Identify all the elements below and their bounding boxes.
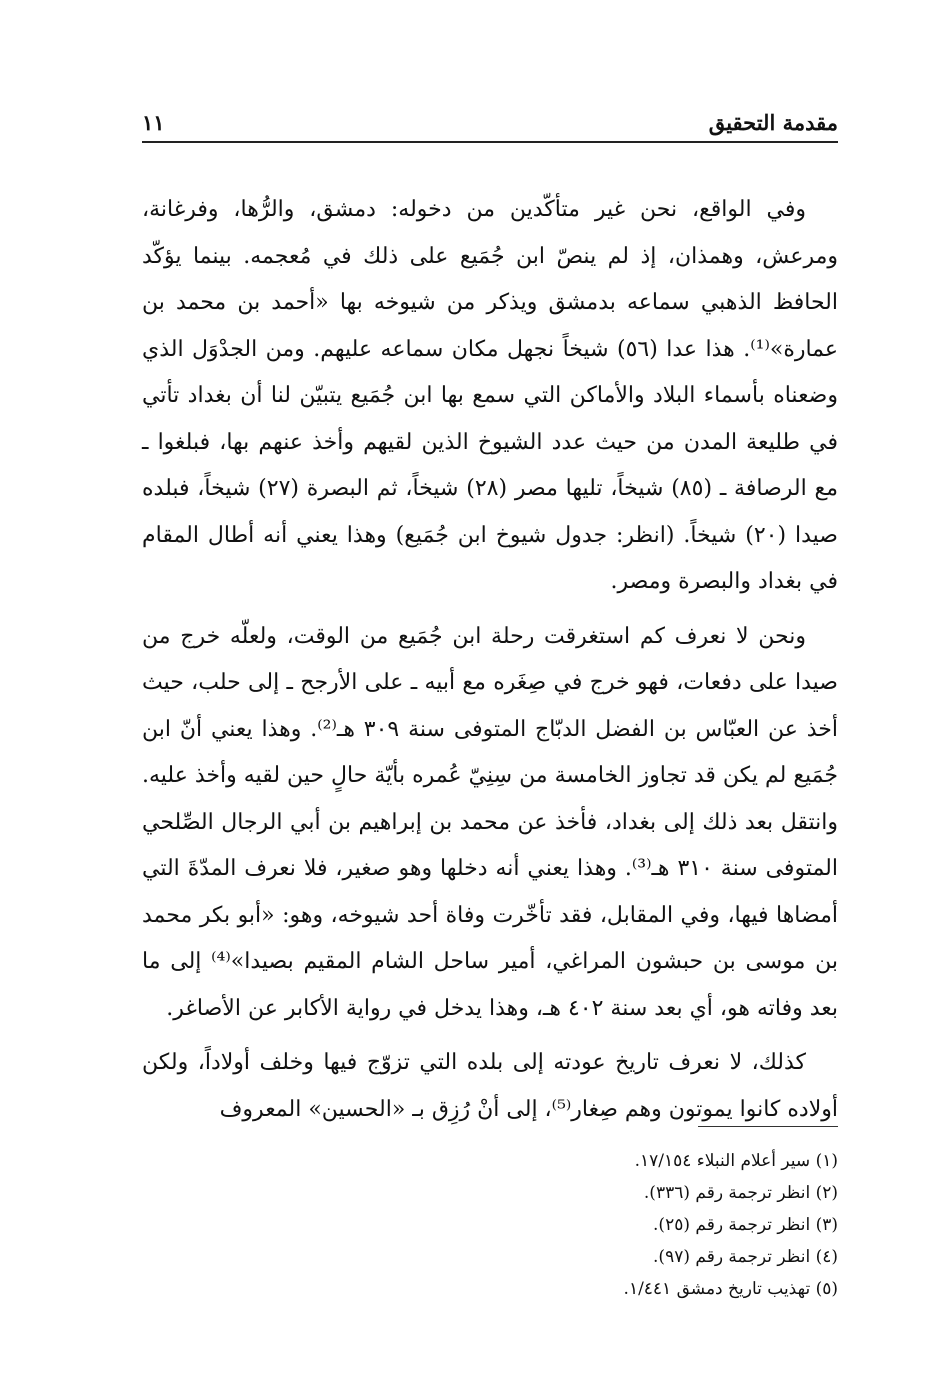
paragraph: وفي الواقع، نحن غير متأكّدين من دخوله: دمشق، والرُّها، وفرغانة، ومرعش، وهمذان، إذ لم ينصّ ابن جُمَيع على ذلك في مُعجمه. بينما يؤكّد الحافظ الذهبي سماعه بدمشق ويذكر من شيوخه بها «أحمد بن محمد بن عمارة»⁽¹⁾. هذا عدا (٥٦) شيخاً نجهل مكان سماعه عليهم. ومن الجدْوَل الذي وضعناه بأسماء البلاد والأماكن التي سمع بها ابن جُمَيع يتبيّن لنا أن بغداد تأتي في طليعة المدن من حيث عدد الشيوخ الذين لقيهم وأخذ عنهم بها، فبلغوا ـ مع الرصافة ـ (٨٥) شيخاً، تليها مصر (٢٨) شيخاً، ثم البصرة (٢٧) شيخاً، فبلده صيدا (٢٠) شيخاً. (انظر: جدول شيوخ ابن جُمَيع) وهذا يعني أنه أطال المقام في بغداد والبصرة ومصر. [142, 197, 839, 594]
main-text [142, 187, 838, 1133]
running-title: مقدمة التحقيق [708, 110, 838, 135]
footnote: (٣) انظر ترجمة رقم (٢٥). [653, 1215, 838, 1235]
paragraph: ونحن لا نعرف كم استغرقت رحلة ابن جُمَيع من الوقت، ولعلّه خرج من صيدا على دفعات، فهو خرج في صِغَره مع أبيه ـ على الأرجح ـ إلى حلب، حيث أخذ عن العبّاس بن الفضل الدبّاج المتوفى سنة ٣٠٩ هـ⁽²⁾. وهذا يعني أنّ ابن جُمَيع لم يكن قد تجاوز الخامسة من سِنِيّ عُمره بأيّة حالٍ حين لقيه وأخذ عليه. وانتقل بعد ذلك إلى بغداد، فأخذ عن محمد بن إبراهيم بن أبي الرجال الصِّلحي المتوفى سنة ٣١٠ هـ⁽³⁾. وهذا يعني أنه دخلها وهو صغير، فلا نعرف المدّةَ التي أمضاها فيها، وفي المقابل، فقد تأخّرت وفاة أحد شيوخه، وهو: «أبو بكر محمد بن موسى بن حبشون المراغي، أمير ساحل الشام المقيم بصيدا»⁽⁴⁾ إلى ما بعد وفاته هو، أي بعد سنة ٤٠٢ هـ، وهذا يدخل في رواية الأكابر عن الأصاغر. [142, 623, 839, 1021]
footnote: (٤) انظر ترجمة رقم (٩٧). [653, 1247, 838, 1267]
footnote-divider [698, 1126, 838, 1127]
footnote: (٢) انظر ترجمة رقم (٣٣٦). [643, 1183, 838, 1203]
footnote: (٥) تهذيب تاريخ دمشق ١/٤٤١. [623, 1279, 838, 1299]
header-divider [142, 141, 838, 143]
page-header [142, 104, 838, 144]
page-number: ١١ [142, 110, 165, 135]
paragraph: كذلك، لا نعرف تاريخ عودته إلى بلده التي تزوّج فيها وخلف أولاداً، ولكن أولاده كانوا يموتون وهم صِغار⁽⁵⁾، إلى أنْ رُزِق بـ «الحسين» المعروف [142, 1050, 838, 1122]
footnotes-list [142, 1145, 838, 1305]
footnote: (١) سير أعلام النبلاء ١٧/١٥٤. [634, 1151, 838, 1171]
